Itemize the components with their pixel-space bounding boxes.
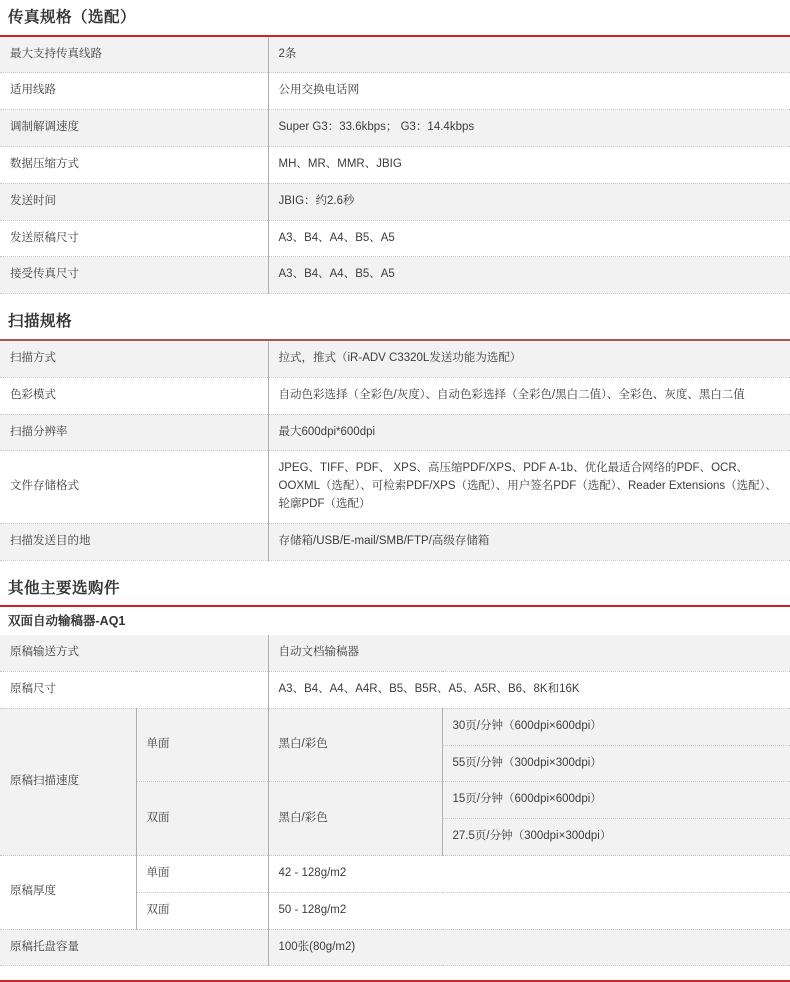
table-row <box>0 671 790 708</box>
thickness-value: 50 - 128g/m2 <box>268 892 790 929</box>
table-row <box>0 929 790 966</box>
row-label: 原稿输送方式 <box>0 635 268 671</box>
scan-speed-value: 27.5页/分钟（300dpi×300dpi） <box>442 819 790 856</box>
table-row <box>0 451 790 523</box>
thickness-value: 42 - 128g/m2 <box>268 856 790 893</box>
section-gap <box>0 561 790 571</box>
section-fax <box>0 0 790 294</box>
tray-capacity-value: 100张(80g/m2) <box>268 929 790 966</box>
thickness-side: 双面 <box>136 892 268 929</box>
row-label-thickness: 原稿厚度 <box>0 856 136 930</box>
row-value: JPEG、TIFF、PDF、 XPS、高压缩PDF/XPS、PDF A-1b、优化最适合网络的PDF、OCR、OOXML（选配）、可检索PDF/XPS（选配）、用户签名PDF（选配）、Reader Extensions（选配）、轮廓PDF（选配） <box>268 451 790 523</box>
feeder-sub-title: 双面自动输稿器-AQ1 <box>8 614 126 629</box>
row-value: 自动色彩选择（全彩色/灰度）、自动色彩选择（全彩色/黑白二值）、全彩色、灰度、黑白二值 <box>268 377 790 414</box>
row-label: 最大支持传真线路 <box>0 37 268 73</box>
scan-speed-value: 15页/分钟（600dpi×600dpi） <box>442 782 790 819</box>
row-value: A3、B4、A4、B5、A5 <box>268 220 790 257</box>
table-row <box>0 147 790 184</box>
section-scan <box>0 304 790 560</box>
row-label-scan-speed: 原稿扫描速度 <box>0 708 136 855</box>
table-row <box>0 414 790 451</box>
row-value: MH、MR、MMR、JBIG <box>268 147 790 184</box>
section-options <box>0 571 790 967</box>
table-row <box>0 183 790 220</box>
table-row <box>0 73 790 110</box>
feeder-spec-table <box>0 635 790 966</box>
table-row <box>0 220 790 257</box>
table-row <box>0 635 790 671</box>
section-title-fax: 传真规格（选配） <box>8 9 137 26</box>
table-row <box>0 37 790 73</box>
row-label: 发送原稿尺寸 <box>0 220 268 257</box>
scan-speed-value: 30页/分钟（600dpi×600dpi） <box>442 708 790 745</box>
row-label: 扫描方式 <box>0 341 268 377</box>
section-title-scan: 扫描规格 <box>8 313 73 331</box>
scan-speed-mode: 黑白/彩色 <box>268 782 442 856</box>
section-gap <box>0 294 790 304</box>
row-label: 色彩模式 <box>0 377 268 414</box>
row-label: 原稿尺寸 <box>0 671 268 708</box>
row-value: 2条 <box>268 37 790 73</box>
table-row <box>0 523 790 560</box>
row-label: 适用线路 <box>0 73 268 110</box>
row-label: 扫描发送目的地 <box>0 523 268 560</box>
row-value: Super G3：33.6kbps； G3：14.4kbps <box>268 110 790 147</box>
row-label: 发送时间 <box>0 183 268 220</box>
row-label: 扫描分辨率 <box>0 414 268 451</box>
scan-speed-value: 55页/分钟（300dpi×300dpi） <box>442 745 790 782</box>
scan-speed-mode: 黑白/彩色 <box>268 708 442 782</box>
row-value: JBIG：约2.6秒 <box>268 183 790 220</box>
section-title-options: 其他主要选购件 <box>8 579 121 597</box>
row-value: A3、B4、A4、A4R、B5、B5R、A5、A5R、B6、8K和16K <box>268 671 790 708</box>
scan-spec-table <box>0 341 790 561</box>
scan-speed-side: 单面 <box>136 708 268 782</box>
row-value: 拉式，推式（iR-ADV C3320L发送功能为选配） <box>268 341 790 377</box>
row-value: A3、B4、A4、B5、A5 <box>268 257 790 294</box>
table-row <box>0 341 790 377</box>
row-label: 文件存储格式 <box>0 451 268 523</box>
scan-speed-side: 双面 <box>136 782 268 856</box>
table-row <box>0 257 790 294</box>
table-row <box>0 377 790 414</box>
row-label: 数据压缩方式 <box>0 147 268 184</box>
row-value: 存储箱/USB/E-mail/SMB/FTP/高级存储箱 <box>268 523 790 560</box>
table-row <box>0 856 790 893</box>
row-value: 最大600dpi*600dpi <box>268 414 790 451</box>
row-label: 接受传真尺寸 <box>0 257 268 294</box>
table-row <box>0 110 790 147</box>
fax-spec-table <box>0 37 790 295</box>
table-row <box>0 708 790 745</box>
row-label: 调制解调速度 <box>0 110 268 147</box>
thickness-side: 单面 <box>136 856 268 893</box>
row-value: 公用交换电话网 <box>268 73 790 110</box>
row-value: 自动文档输稿器 <box>268 635 790 671</box>
row-label-tray-capacity: 原稿托盘容量 <box>0 929 268 966</box>
